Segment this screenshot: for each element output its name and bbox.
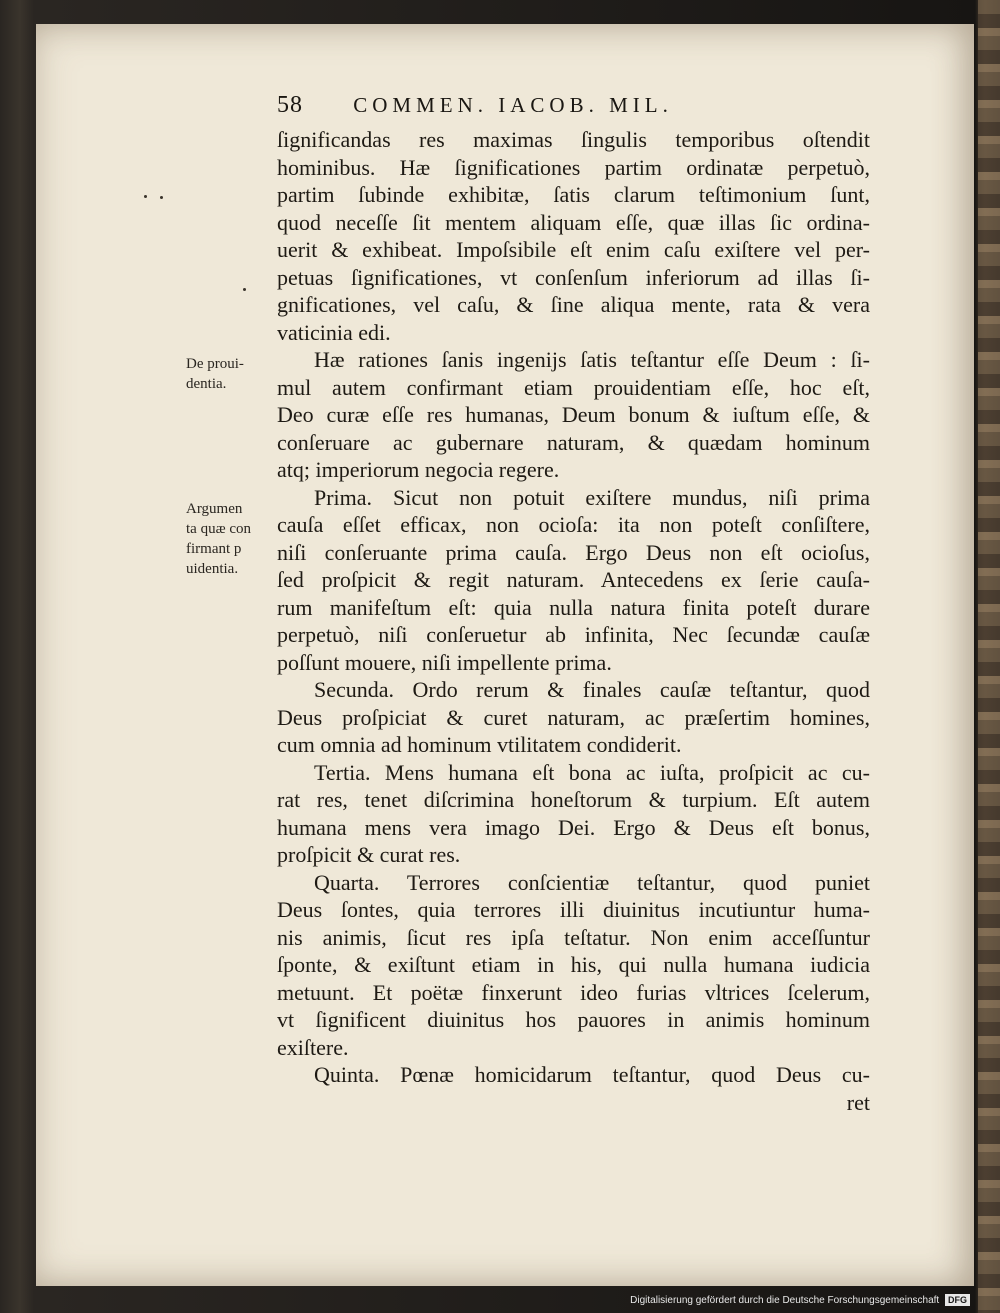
text-line: cauſa eſſet efficax, non ocioſa: ita non poteſt conſiſtere, <box>277 512 870 537</box>
ink-speck <box>243 288 246 291</box>
text-line: rat res, tenet diſcrimina honeſtorum & turpium. Eſt autem <box>277 787 870 812</box>
text-line: mul autem confirmant etiam prouidentiam eſſe, hoc eſt, <box>277 374 870 400</box>
text-line: cum omnia ad hominum vtilitatem condiderit. <box>277 732 682 757</box>
text-line: quod neceſſe ſit mentem aliquam eſſe, quæ illas ſic ordina- <box>277 209 870 235</box>
text-line: Quinta. Pœnæ homicidarum teſtantur, quod Deus cu- <box>314 1062 870 1087</box>
book-edge <box>978 0 1000 1313</box>
digitization-footer <box>630 1294 970 1308</box>
text-line: Hæ rationes ſanis ingenijs ſatis teſtantur eſſe Deum : ſi- <box>314 347 870 372</box>
text-line: conſeruare ac gubernare naturam, & quædam hominum <box>277 429 870 455</box>
text-line: metuunt. Et poëtæ finxerunt ideo furias vltrices ſcelerum, <box>277 979 870 1005</box>
text-line: Tertia. Mens humana eſt bona ac iuſta, proſpicit ac cu- <box>314 759 870 785</box>
text-line: niſi conſeruante prima cauſa. Ergo Deus non eſt ocioſus, <box>277 539 870 565</box>
page-number: 58 <box>277 92 303 118</box>
dfg-logo: DFG <box>945 1294 970 1306</box>
text-line: humana mens vera imago Dei. Ergo & Deus eſt bonus, <box>277 814 870 840</box>
text-line: uerit & exhibeat. Impoſsibile eſt enim caſu exiſtere vel per- <box>277 237 870 262</box>
text-line: ſed proſpicit & regit naturam. Antecedens ex ſerie cauſa- <box>277 567 870 592</box>
text-line: ſignificandas res maximas ſingulis temporibus oſtendit <box>277 127 870 152</box>
text-line: proſpicit & curat res. <box>277 842 461 867</box>
text-line: poſſunt mouere, niſi impellente prima. <box>277 649 612 675</box>
margin-note-providentia-1: De proui- <box>186 356 244 372</box>
text-line: atq; imperiorum negocia regere. <box>277 457 560 482</box>
text-line: vt ſignificent diuinitus hos pauores in animis hominum <box>277 1007 870 1032</box>
text-line: vaticinia edi. <box>277 319 391 345</box>
footer-text: Digitalisierung gefördert durch die Deutsche Forschungsgemeinschaft <box>630 1295 940 1306</box>
text-line: petuas ſignificationes, vt conſenſum inferiorum ad illas ſi- <box>277 264 870 290</box>
text-line: Secunda. Ordo rerum & finales cauſæ teſtantur, quod <box>314 677 870 702</box>
text-line: partim ſubinde exhibitæ, ſatis clarum teſtimonium ſunt, <box>277 182 870 207</box>
running-title: COMMEN. IACOB. MIL. <box>353 93 673 117</box>
margin-note-providentia-2: dentia. <box>186 376 227 392</box>
ink-speck <box>160 196 163 199</box>
text-line: exiſtere. <box>277 1034 349 1060</box>
body-text <box>277 126 870 1116</box>
text-line: Prima. Sicut non potuit exiſtere mundus, niſi prima <box>314 484 870 510</box>
margin-note-argumenta-1: Argumen <box>186 501 243 517</box>
margin-note-argumenta-4: uidentia. <box>186 561 239 577</box>
ink-speck <box>144 195 147 198</box>
text-line: gnificationes, vel caſu, & ſine aliqua mente, rata & vera <box>277 292 870 317</box>
text-line: nis animis, ſicut res ipſa teſtatur. Non enim acceſſuntur <box>277 924 870 950</box>
margin-note-argumenta-3: firmant p <box>186 541 242 557</box>
running-header <box>277 92 797 122</box>
text-line: Deo curæ eſſe res humanas, Deum bonum & iuſtum eſſe, & <box>277 402 870 427</box>
margin-note-argumenta-2: ta quæ con <box>186 521 251 537</box>
text-line: ſponte, & exiſtunt etiam in his, qui nulla humana iudicia <box>277 952 870 977</box>
text-line: rum manifeſtum eſt: quia nulla natura finita poteſt durare <box>277 594 870 620</box>
text-line: Deus proſpiciat & curet naturam, ac præſertim homines, <box>277 704 870 730</box>
catchword: ret <box>846 1089 870 1115</box>
text-line: hominibus. Hæ ſignificationes partim ordinatæ perpetuò, <box>277 154 870 180</box>
text-line: Quarta. Terrores conſcientiæ teſtantur, quod puniet <box>314 869 870 895</box>
text-line: Deus ſontes, quia terrores illi diuinitus incutiuntur huma- <box>277 897 870 922</box>
text-line: perpetuò, niſi conſeruetur ab infinita, Nec ſecundæ cauſæ <box>277 622 870 647</box>
